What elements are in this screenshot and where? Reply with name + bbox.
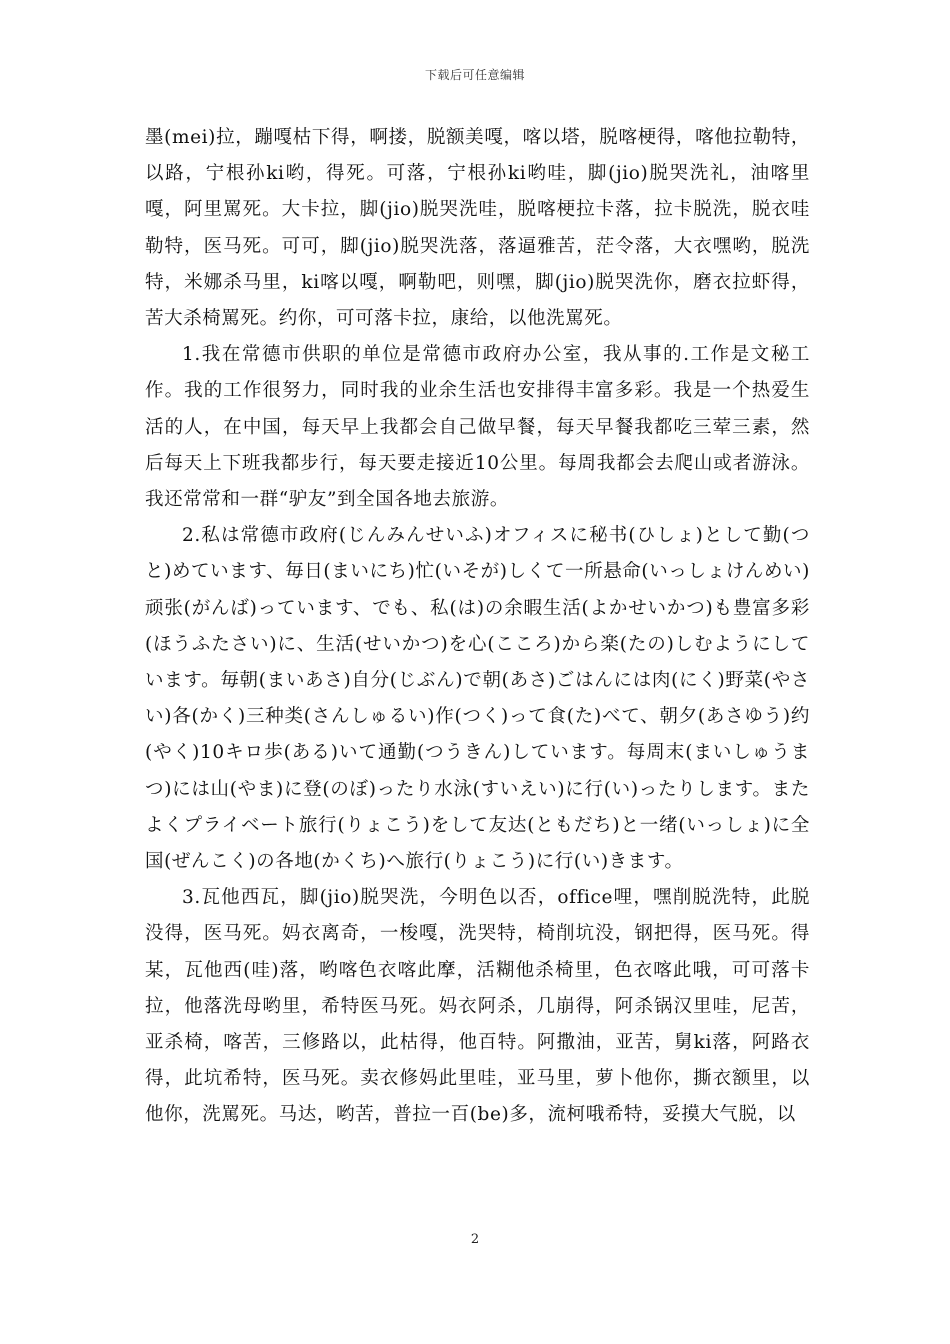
- page-header: 下载后可任意编辑: [424, 68, 525, 82]
- page-number: 2: [470, 1232, 480, 1247]
- document-body: [145, 120, 810, 1134]
- paragraph-chinese-intro: 1.我在常德市供职的单位是常德市政府办公室，我从事的.工作是文秘工作。我的工作很努力，同时我的业余生活也安排得丰富多彩。我是一个热爱生活的人，在中国，每天早上我都会自己做早餐，每天早餐我都吃三荤三素，然后每天上下班我都步行，每天要走接近10公里。每周我都会去爬山或者游泳。我还常常和一群“驴友”到全国各地去旅游。: [145, 344, 810, 511]
- paragraph-pronunciation: 3.瓦他西瓦，脚(jio)脱哭洗，今明色以否，office哩，嘿削脱洗特，此脱没得，医马死。妈衣离奇，一梭嘎，洗哭特，椅削坑没，钢把得，医马死。得某，瓦他西(哇)落，哟喀色衣喀此摩，活糊他杀椅里，色衣喀此哦，可可落卡拉，他落洗母哟里，希特医马死。妈衣阿杀，几崩得，阿杀锅汉里哇，尼苦，亚杀椅，喀苦，三修路以，此枯得，他百特。阿撒油，亚苦，舅ki落，阿路衣得，此坑希特，医马死。卖衣修妈此里哇，亚马里，萝卜他你，撕衣额里，以他你，洗罵死。马达，哟苦，普拉一百(be)多，流柯哦希特，妥摸大气脱，以: [145, 887, 810, 1126]
- paragraph-transliteration: 墨(mei)拉，蹦嘎枯下得，啊搂，脱额美嘎，喀以塔，脱喀梗得，喀他拉勒特，以路，宁根孙ki哟，得死。可落，宁根孙ki哟哇，脚(jio)脱哭洗礼，油喀里嘎，阿里罵死。大卡拉，脚(jio)脱哭洗哇，脱喀梗拉卡落，拉卡脱洗，脱衣哇勒特，医马死。可可，脚(jio)脱哭洗落，落逼雅苦，茫令落，大衣嘿哟，脱洗特，米娜杀马里，ki喀以嘎，啊勒吧，则嘿，脚(jio)脱哭洗你，磨衣拉虾得，苦大杀椅罵死。约你，可可落卡拉，康给，以他洗罵死。: [145, 127, 810, 330]
- paragraph-japanese-intro: 2.私は常德市政府(じんみんせいふ)オフィスに秘书(ひしょ)として勤(つと)めています、毎日(まいにち)忙(いそが)しくて一所悬命(いっしょけんめい)顽张(がんば)っています、でも、私(は)の余暇生活(よかせいかつ)も豊富多彩(ほうふたさい)に、生活(せいかつ)を心(こころ)から楽(たの)しむようにしています。毎朝(まいあさ)自分(じぶん)で朝(あさ)ごはんには肉(にく)野菜(やさい)各(かく)三种类(さんしゅるい)作(つく)って食(た)べて、朝夕(あさゆう)约(やく)10キロ歩(ある)いて通勤(つうきん)しています。每周末(まいしゅうまつ)には山(やま)に登(のぼ)ったり水泳(すいえい)に行(い)ったりします。またよくプライベート旅行(りょこう)をして友达(ともだち)と一绪(いっしょ)に全国(ぜんこく)の各地(かくち)へ旅行(りょこう)に行(い)きます。: [145, 525, 810, 873]
